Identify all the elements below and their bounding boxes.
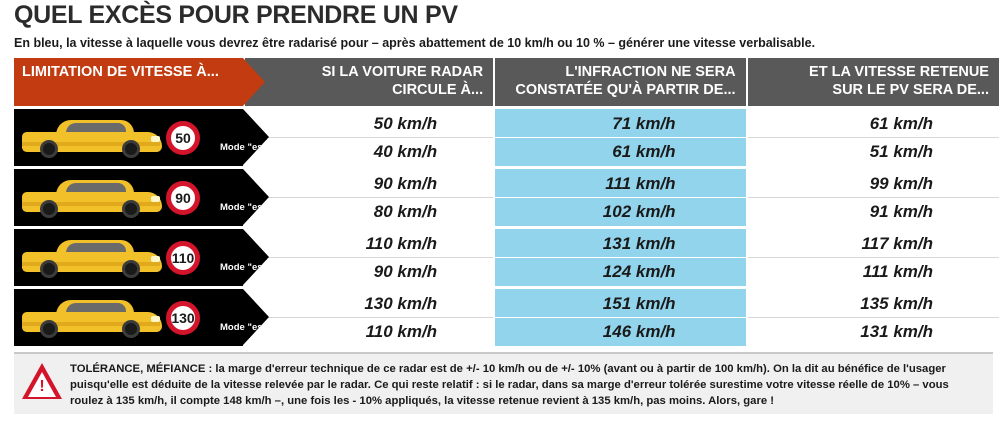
infraction-threshold-cell	[495, 109, 745, 166]
value-escargot: 80 km/h	[373, 201, 438, 221]
value-normal: 111 km/h	[495, 170, 745, 198]
recorded-speed-cell	[748, 289, 999, 346]
footer-note	[14, 352, 993, 414]
value-normal: 110 km/h	[245, 230, 493, 258]
speed-limit-sign-icon: 50	[166, 121, 200, 155]
radar-car-icon	[22, 118, 162, 158]
table-row	[14, 229, 999, 286]
escargot-mode-label: Mode "escargot"	[220, 202, 297, 214]
radar-car-icon	[22, 178, 162, 218]
speed-limit-sign-icon: 90	[166, 181, 200, 215]
recorded-speed-cell	[748, 169, 999, 226]
limit-cell	[14, 169, 297, 226]
value-normal: 99 km/h	[748, 170, 999, 198]
speed-limit-sign-icon: 110	[166, 241, 200, 275]
infraction-threshold-cell	[495, 289, 745, 346]
value-escargot: 61 km/h	[612, 141, 676, 161]
value-normal: 71 km/h	[495, 110, 745, 138]
value-escargot: 40 km/h	[373, 141, 438, 161]
table-header-row	[14, 58, 999, 106]
header-infraction-threshold	[495, 58, 745, 106]
radar-speed-cell	[245, 169, 493, 226]
value-normal: 131 km/h	[495, 230, 745, 258]
limit-cell	[14, 109, 297, 166]
header-radar-speed-line2: CIRCULE À...	[392, 82, 484, 99]
value-escargot: 51 km/h	[869, 141, 933, 161]
infraction-threshold-cell	[495, 229, 745, 286]
page-subtitle: En bleu, la vitesse à laquelle vous devrez être radarisé pour – après abattement de 10 km/h ou 10 % – générer une vitesse verbalisable.	[14, 36, 816, 51]
infraction-threshold-cell	[495, 169, 745, 226]
radar-car-icon	[22, 298, 162, 338]
recorded-speed-cell	[748, 229, 999, 286]
escargot-mode-label: Mode "escargot"	[220, 262, 297, 274]
header-radar-speed-line1: SI LA VOITURE RADAR	[321, 64, 484, 81]
recorded-speed-cell	[748, 109, 999, 166]
value-normal: 151 km/h	[495, 290, 745, 318]
radar-speed-cell	[245, 229, 493, 286]
value-normal: 61 km/h	[748, 110, 999, 138]
table-row	[14, 169, 999, 226]
header-recorded-speed-line2: SUR LE PV SERA DE...	[832, 82, 989, 99]
radar-speed-cell	[245, 289, 493, 346]
table-row	[14, 109, 999, 166]
limit-cell	[14, 229, 297, 286]
value-normal: 130 km/h	[245, 290, 493, 318]
value-normal: 135 km/h	[748, 290, 999, 318]
value-escargot: 102 km/h	[602, 201, 676, 221]
header-recorded-speed	[748, 58, 999, 106]
warning-triangle-icon: !	[22, 363, 62, 399]
header-infraction-threshold-line1: L'INFRACTION NE SERA	[565, 64, 736, 81]
radar-speed-cell	[245, 109, 493, 166]
value-normal: 117 km/h	[748, 230, 999, 258]
limit-cell	[14, 289, 297, 346]
escargot-mode-label: Mode "escargot"	[220, 322, 297, 334]
header-infraction-threshold-line2: CONSTATÉE QU'À PARTIR DE...	[515, 82, 736, 99]
speed-limit-sign-icon: 130	[166, 301, 200, 335]
radar-car-icon	[22, 238, 162, 278]
header-limitation-line1: LIMITATION	[22, 64, 103, 81]
value-normal: 90 km/h	[245, 170, 493, 198]
header-limitation-line2: DE VITESSE À...	[106, 64, 219, 81]
header-limitation	[14, 58, 243, 106]
header-recorded-speed-line1: ET LA VITESSE RETENUE	[809, 64, 989, 81]
value-escargot: 111 km/h	[862, 261, 933, 281]
footer-note-text: TOLÉRANCE, MÉFIANCE : la marge d'erreur technique de ce radar est de +/- 10 km/h ou de +/- 10% (avant ou à partir de 100 km/h). On la dit au bénéfice de l'usager puisqu'elle est déduite de la vitesse relevée par le radar. Ce qui reste relatif : si le radar, dans sa marge d'erreur tolérée surestime votre vitesse réelle de 10% – vous roulez à 135 km/h, il compte 148 km/h –, une fois les - 10% appliqués, la vitesse retenue revient à 135 km/h, pas moins. Alors, gare !	[70, 363, 949, 408]
page-title: QUEL EXCÈS POUR PRENDRE UN PV	[14, 1, 458, 29]
value-escargot: 110 km/h	[365, 321, 438, 341]
escargot-mode-label: Mode "escargot"	[220, 142, 297, 154]
value-escargot: 131 km/h	[860, 321, 933, 341]
value-normal: 50 km/h	[245, 110, 493, 138]
value-escargot: 90 km/h	[373, 261, 438, 281]
value-escargot: 146 km/h	[602, 321, 676, 341]
table-row	[14, 289, 999, 346]
header-radar-speed	[245, 58, 494, 106]
value-escargot: 91 km/h	[869, 201, 933, 221]
table-body	[14, 109, 999, 346]
value-escargot: 124 km/h	[602, 261, 676, 281]
